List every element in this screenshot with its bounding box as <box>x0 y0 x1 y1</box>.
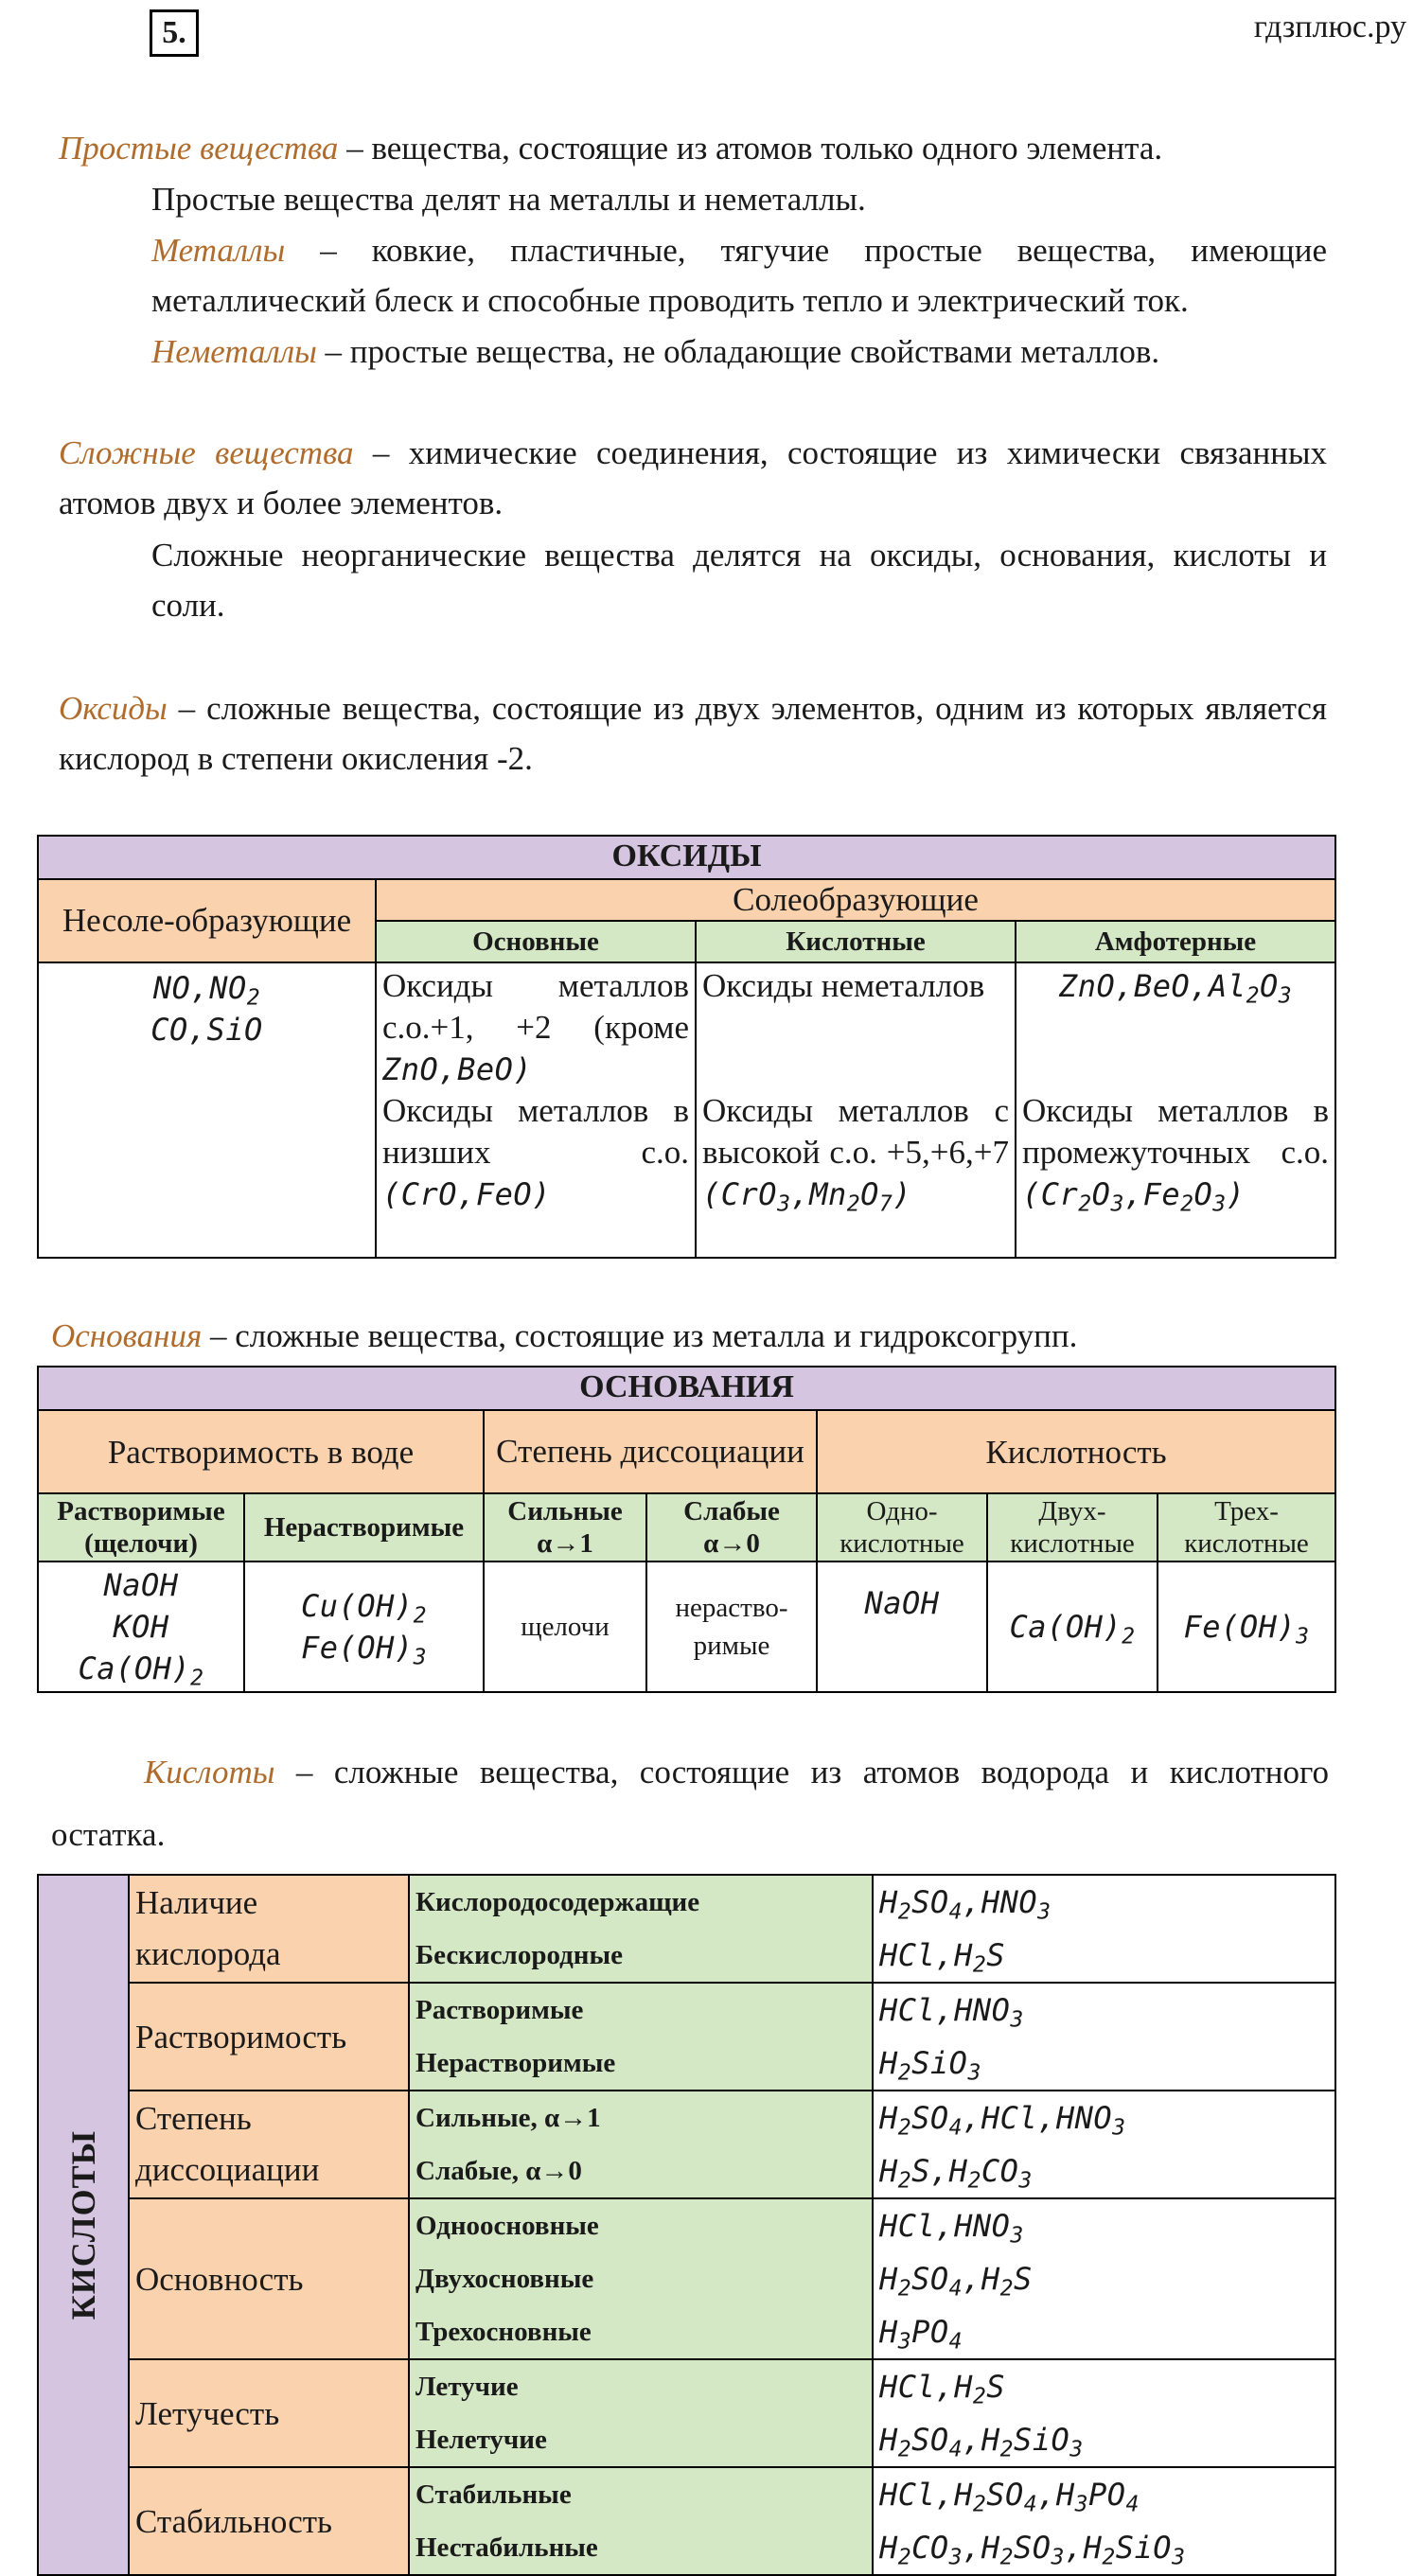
acidic-desc2: Оксиды металлов с высокой с.о. +5,+6,+7 <box>702 1092 1009 1171</box>
acidic-desc <box>696 962 1016 1258</box>
salt-header: Солеобразующие <box>376 879 1335 921</box>
formula-weak-acids: $H_2S,H_2CO_3$ <box>879 2153 1033 2194</box>
mono-header: Одно-кислотные <box>817 1493 987 1561</box>
complex-split: Сложные неорганические вещества делятся на оксиды, основания, кислоты и соли. <box>151 537 1327 624</box>
acid-types-3 <box>409 2091 873 2198</box>
formula-volatile: $HCl,H_2S$ <box>879 2369 1005 2409</box>
term-simple: Простые вещества <box>59 130 339 167</box>
formula-caoh2: $Ca(OH)_2$ <box>78 1650 204 1691</box>
term-complex: Сложные вещества <box>59 434 354 471</box>
complex-def <box>59 428 1327 528</box>
acid-examples-4 <box>873 2198 1335 2359</box>
acid-type-weak: Слабые, α→0 <box>415 2156 582 2186</box>
term-metals: Металлы <box>151 232 286 269</box>
acids-title: КИСЛОТЫ <box>63 2129 102 2320</box>
acid-category-2: Растворимость <box>129 1983 409 2091</box>
metals-text: – ковкие, пластичные, тягучие простые вещества, имеющие металлический блеск и способные проводить тепло и электрический ток. <box>151 232 1327 319</box>
oxides-table <box>37 835 1336 1259</box>
simple-split: Простые вещества делят на металлы и неметаллы. <box>151 181 866 218</box>
basic-exception: ZnO,BeO) <box>382 1051 533 1087</box>
acid-examples-5 <box>873 2359 1335 2467</box>
term-oxides: Оксиды <box>59 690 168 727</box>
strong-value: щелочи <box>484 1561 646 1692</box>
metals-def <box>151 225 1327 326</box>
task-number: 5. <box>150 9 199 57</box>
formula-nonvolatile: $H_2SO_4,H_2SiO_3$ <box>879 2422 1084 2462</box>
acid-type-oxygen: Кислородосодержащие <box>415 1887 700 1917</box>
acid-types-5 <box>409 2359 873 2467</box>
soluble-examples <box>38 1561 244 1692</box>
acid-examples-3 <box>873 2091 1335 2198</box>
acids-table <box>37 1874 1336 2576</box>
non-salt-examples <box>38 962 376 1258</box>
dissociation-header: Степень диссоциации <box>484 1410 817 1493</box>
acid-types-1 <box>409 1875 873 1983</box>
complex-text: – химические соединения, состоящие из химически связанных атомов двух и более элементов. <box>59 434 1327 521</box>
amph-examples: $(Cr_2O_3,Fe_2O_3)$ <box>1022 1176 1246 1217</box>
amph-desc-text: Оксиды металлов в промежуточных с.о. <box>1022 1092 1330 1171</box>
acid-type-volatile: Летучие <box>415 2372 519 2402</box>
acid-type-oxygen-free: Бескислородные <box>415 1940 624 1970</box>
simple-def <box>59 123 1327 173</box>
acid-examples-6 <box>873 2467 1335 2575</box>
acid-examples-2 <box>873 1983 1335 2091</box>
term-bases: Основания <box>51 1317 203 1354</box>
oxides-title: ОКСИДЫ <box>38 836 1335 879</box>
formula-naoh: NaOH <box>103 1567 179 1603</box>
oxides-text: – сложные вещества, состоящие из двух элементов, одним из которых является кислород в степени окисления -2. <box>59 690 1327 777</box>
non-salt-header: Несоле-образующие <box>38 879 376 962</box>
acids-text: – сложные вещества, состоящие из атомов водорода и кислотного остатка. <box>51 1754 1329 1853</box>
di-header: Двух-кислотные <box>987 1493 1158 1561</box>
acidic-examples: $(CrO_3,Mn_2O_7)$ <box>702 1176 912 1217</box>
insoluble-header: Нерастворимые <box>244 1493 484 1561</box>
tri-example: $Fe(OH)_3$ <box>1158 1561 1335 1692</box>
mono-example: NaOH <box>817 1561 987 1692</box>
formula-stable: $HCl,H_2SO_4,H_3PO_4$ <box>879 2477 1140 2517</box>
formula-tri-acids: $H_3PO_4$ <box>879 2314 963 2355</box>
term-nonmetals: Неметаллы <box>151 333 317 370</box>
soluble-header: Растворимые (щелочи) <box>38 1493 244 1561</box>
acidity-header: Кислотность <box>817 1410 1335 1493</box>
acid-types-2 <box>409 1983 873 2091</box>
amph-desc <box>1016 962 1335 1258</box>
basic-header: Основные <box>376 921 696 962</box>
formula-mono-acids: $HCl,HNO_3$ <box>879 2208 1024 2249</box>
acid-types-4 <box>409 2198 873 2359</box>
formula-co-sio: CO,SiO <box>150 1012 263 1048</box>
acid-type-di: Двухосновные <box>415 2264 594 2294</box>
formula-h2so4-hno3: $H_2SO_4,HNO_3$ <box>879 1884 1052 1925</box>
oxides-def <box>59 683 1327 784</box>
basic-desc2: Оксиды металлов в низших с.о. <box>382 1092 689 1171</box>
weak-header: Слабые α→0 <box>646 1493 817 1561</box>
formula-unstable: $H_2CO_3,H_2SO_3,H_2SiO_3$ <box>879 2530 1186 2570</box>
acid-category-6: Стабильность <box>129 2467 409 2575</box>
formula-koh: KOH <box>113 1609 169 1645</box>
formula-h2sio3: $H_2SiO_3$ <box>879 2045 981 2086</box>
acid-type-stable: Стабильные <box>415 2479 572 2510</box>
basic-desc <box>376 962 696 1258</box>
bases-table <box>37 1366 1336 1693</box>
amphoteric-header: Амфотерные <box>1016 921 1335 962</box>
acid-category-5: Летучесть <box>129 2359 409 2467</box>
amph-formulas: $ZnO,BeO,Al_2O_3$ <box>1058 968 1293 1009</box>
solubility-header: Растворимость в воде <box>38 1410 484 1493</box>
basic-desc1: Оксиды металлов с.о.+1, +2 (кроме <box>382 967 689 1046</box>
bases-def <box>51 1311 1329 1361</box>
acid-type-tri: Трехосновные <box>415 2317 592 2347</box>
formula-feoh3: $Fe(OH)_3$ <box>301 1630 427 1670</box>
di-example: $Ca(OH)_2$ <box>987 1561 1158 1692</box>
acid-category-1: Наличие кислорода <box>129 1875 409 1983</box>
acid-examples-1 <box>873 1875 1335 1983</box>
term-acids: Кислоты <box>144 1754 275 1791</box>
acids-def <box>51 1741 1329 1866</box>
formula-strong-acids: $H_2SO_4,HCl,HNO_3$ <box>879 2100 1126 2141</box>
acid-type-insoluble: Нерастворимые <box>415 2048 616 2078</box>
strong-header: Сильные α→1 <box>484 1493 646 1561</box>
formula-cuoh2: $Cu(OH)_2$ <box>301 1588 427 1629</box>
acid-type-unstable: Нестабильные <box>415 2532 598 2563</box>
formula-hcl-hno3: $HCl,HNO_3$ <box>879 1992 1024 2033</box>
acid-type-nonvolatile: Нелетучие <box>415 2425 547 2455</box>
acid-types-6 <box>409 2467 873 2575</box>
nonmetals-def <box>151 326 1327 377</box>
acid-category-3: Степень диссоциации <box>129 2091 409 2198</box>
acids-title-cell <box>38 1875 129 2575</box>
acidic-header: Кислотные <box>696 921 1016 962</box>
simple-text: – вещества, состоящие из атомов только одного элемента. <box>338 130 1163 167</box>
bases-text: – сложные вещества, состоящие из металла и гидроксогрупп. <box>202 1317 1078 1354</box>
formula-hcl-h2s: $HCl,H_2S$ <box>879 1937 1005 1978</box>
formula-di-acids: $H_2SO_4,H_2S$ <box>879 2261 1033 2302</box>
acid-type-mono: Одноосновные <box>415 2211 599 2241</box>
site-name: гдзплюс.ру <box>1253 9 1406 44</box>
insoluble-examples <box>244 1561 484 1692</box>
basic-examples: (CrO,FeO) <box>382 1176 551 1212</box>
formula-no-no2: $NO,NO_2$ <box>152 970 261 1011</box>
acid-category-4: Основность <box>129 2198 409 2359</box>
weak-value: нераство-римые <box>646 1561 817 1692</box>
acidic-desc1: Оксиды неметаллов <box>702 967 985 1004</box>
tri-header: Трех-кислотные <box>1158 1493 1335 1561</box>
bases-title: ОСНОВАНИЯ <box>38 1367 1335 1410</box>
acid-type-strong: Сильные, α→1 <box>415 2103 601 2133</box>
nonmetals-text: – простые вещества, не обладающие свойствами металлов. <box>316 333 1160 370</box>
acid-type-soluble: Растворимые <box>415 1995 584 2025</box>
